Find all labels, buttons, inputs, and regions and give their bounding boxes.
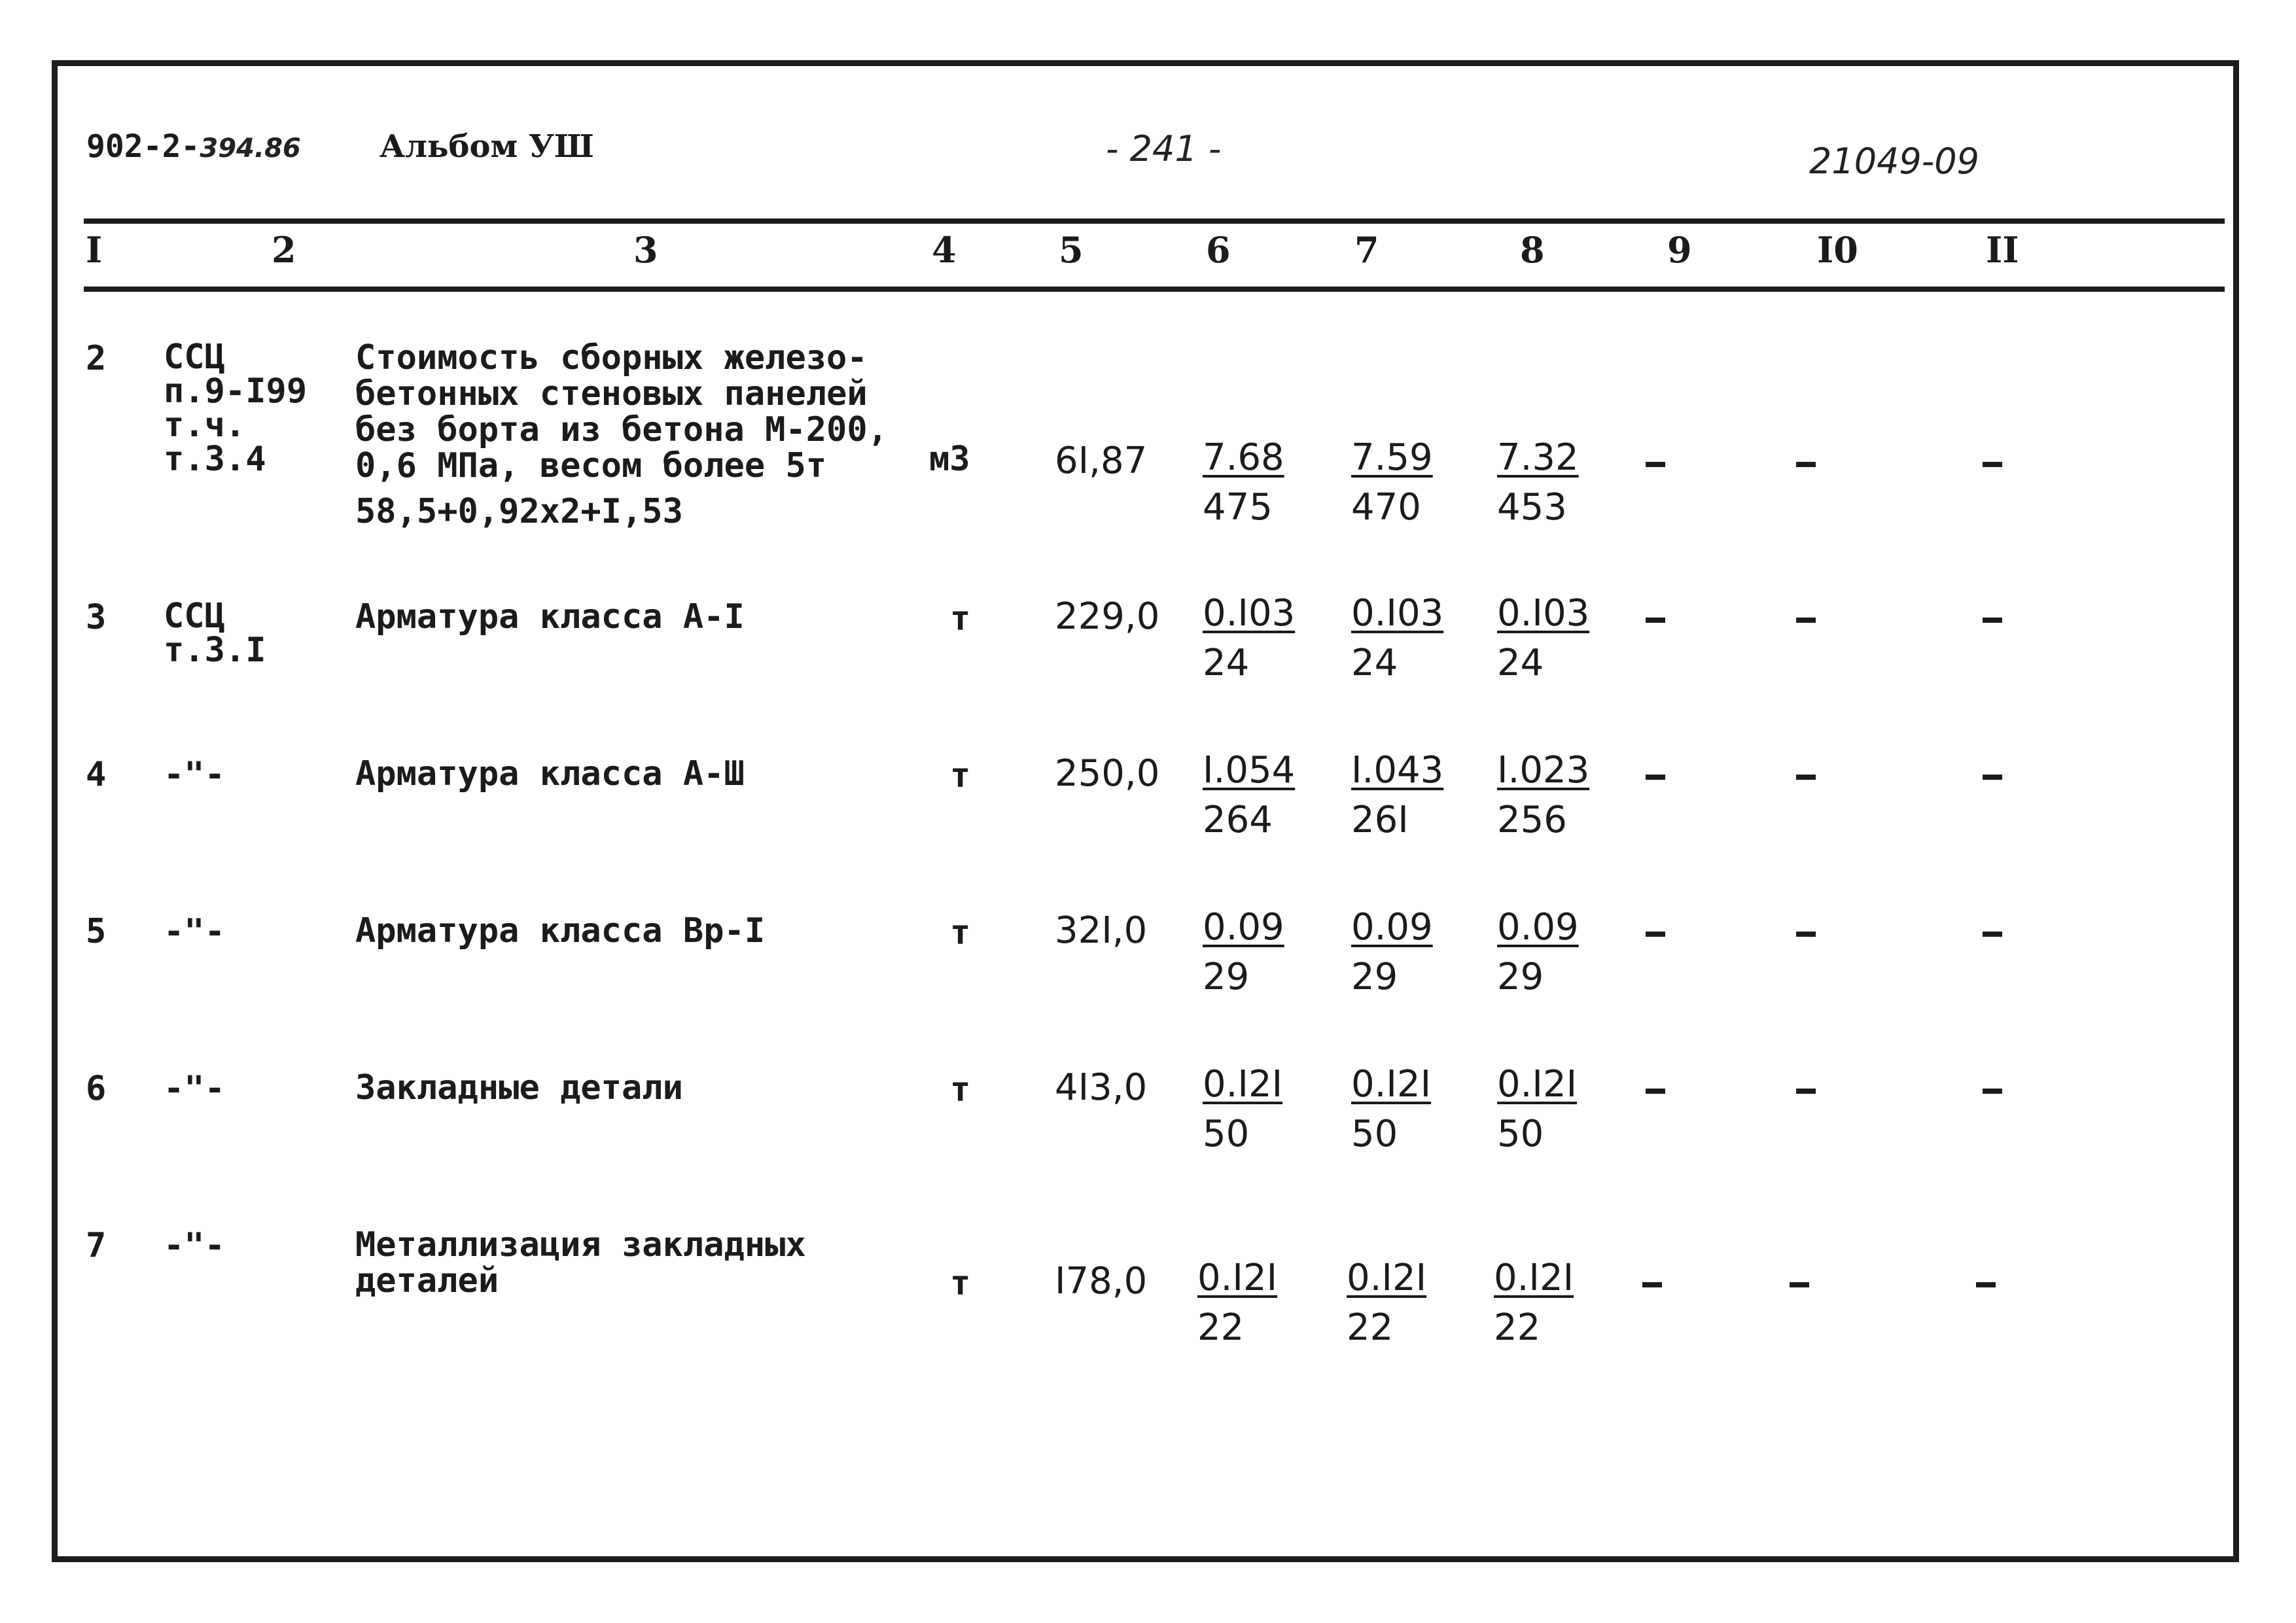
row-3-col8: $\frac{0.I03}{24}$ — [1497, 592, 1590, 684]
row-4-col9-dash — [1646, 775, 1665, 780]
row-3-col9-dash — [1646, 618, 1665, 623]
page-frame — [52, 60, 2239, 1562]
row-2-unit: м3 — [929, 440, 970, 479]
page-number: - 241 - — [1106, 128, 1222, 169]
row-7-col7: $\frac{0.I2I}{22}$ — [1347, 1257, 1427, 1349]
row-6-col7: $\frac{0.I2I}{50}$ — [1351, 1063, 1432, 1155]
row-6-source: -"- — [164, 1069, 225, 1108]
row-2-formula: 58,5+0,92х2+I,53 — [355, 492, 683, 531]
col-header-6: 6 — [1206, 229, 1231, 271]
row-6-num: 6 — [86, 1069, 107, 1108]
col-header-5: 5 — [1059, 229, 1084, 271]
row-6-col6: $\frac{0.I2I}{50}$ — [1203, 1063, 1283, 1155]
row-5-col8: $\frac{0.09}{29}$ — [1497, 906, 1579, 998]
row-2-col8: $\frac{7.32}{453}$ — [1497, 436, 1579, 529]
row-6-col10-dash — [1796, 1089, 1816, 1094]
row-2-num: 2 — [86, 339, 107, 378]
row-2-price: 6I,87 — [1055, 440, 1148, 482]
album-label: Альбом УШ — [380, 128, 594, 165]
row-2-col10-dash — [1796, 462, 1816, 467]
header-rule-bottom — [84, 287, 2225, 292]
row-7-col8: $\frac{0.I2I}{22}$ — [1494, 1257, 1574, 1349]
col-header-9: 9 — [1667, 229, 1692, 271]
row-3-source: ССЦ т.3.I — [164, 597, 266, 670]
col-header-3: 3 — [633, 229, 658, 271]
row-4-unit: т — [950, 756, 971, 795]
doc-code: 902-2-394.86 — [86, 128, 301, 165]
row-3-col10-dash — [1796, 618, 1816, 623]
row-7-description: Металлизация закладных деталей — [355, 1225, 806, 1300]
row-3-description: Арматура класса А-I — [355, 597, 745, 637]
row-2-col9-dash — [1646, 462, 1665, 467]
row-5-source: -"- — [164, 912, 225, 951]
row-4-col8: $\frac{I.023}{256}$ — [1497, 749, 1590, 841]
row-3-col7: $\frac{0.I03}{24}$ — [1351, 592, 1444, 684]
row-4-price: 250,0 — [1055, 752, 1160, 795]
col-header-11: II — [1986, 229, 2019, 271]
row-6-unit: т — [950, 1070, 971, 1109]
row-5-col9-dash — [1646, 932, 1665, 937]
row-6-description: Закладные детали — [355, 1068, 683, 1108]
col-header-10: I0 — [1817, 229, 1858, 271]
row-5-price: 32I,0 — [1055, 909, 1148, 952]
row-5-col6: $\frac{0.09}{29}$ — [1203, 906, 1284, 998]
row-7-unit: т — [950, 1264, 971, 1303]
col-header-8: 8 — [1520, 229, 1545, 271]
col-header-2: 2 — [272, 229, 296, 271]
row-2-description: Стоимость сборных железо- бетонных стеновых панелей без борта из бетона М-200, 0,6 МПа, весом более 5т — [355, 338, 888, 485]
row-5-num: 5 — [86, 912, 107, 951]
header-rule-top — [84, 218, 2225, 224]
row-4-col6: $\frac{I.054}{264}$ — [1203, 749, 1296, 841]
row-5-col10-dash — [1796, 932, 1816, 937]
row-6-col11-dash — [1983, 1089, 2002, 1094]
row-7-col9-dash — [1642, 1282, 1662, 1287]
row-3-price: 229,0 — [1055, 595, 1160, 638]
row-5-col11-dash — [1983, 932, 2002, 937]
row-5-description: Арматура класса Вр-I — [355, 911, 766, 951]
row-2-source: ССЦ п.9-I99 т.ч. т.3.4 — [164, 338, 308, 479]
row-4-col7: $\frac{I.043}{26I}$ — [1351, 749, 1444, 841]
row-7-col6: $\frac{0.I2I}{22}$ — [1197, 1257, 1278, 1349]
row-4-num: 4 — [86, 755, 107, 794]
row-7-price: I78,0 — [1055, 1260, 1148, 1302]
row-6-col8: $\frac{0.I2I}{50}$ — [1497, 1063, 1578, 1155]
row-2-col11-dash — [1983, 462, 2002, 467]
doc-code-handwritten: 394.86 — [200, 133, 301, 164]
row-5-unit: т — [950, 913, 971, 952]
row-2-col6: $\frac{7.68}{475}$ — [1203, 436, 1284, 529]
row-3-unit: т — [950, 599, 971, 638]
col-header-4: 4 — [932, 229, 957, 271]
row-7-num: 7 — [86, 1226, 107, 1265]
row-7-source: -"- — [164, 1226, 225, 1265]
row-4-col11-dash — [1983, 775, 2002, 780]
row-3-col11-dash — [1983, 618, 2002, 623]
row-6-col9-dash — [1646, 1089, 1665, 1094]
row-3-col6: $\frac{0.I03}{24}$ — [1203, 592, 1296, 684]
row-3-num: 3 — [86, 598, 107, 637]
row-7-col11-dash — [1976, 1282, 1996, 1287]
row-5-col7: $\frac{0.09}{29}$ — [1351, 906, 1433, 998]
row-4-source: -"- — [164, 755, 225, 794]
row-4-description: Арматура класса А-Ш — [355, 754, 745, 794]
row-4-col10-dash — [1796, 775, 1816, 780]
col-header-7: 7 — [1354, 229, 1379, 271]
row-6-price: 4I3,0 — [1055, 1066, 1148, 1109]
row-7-col10-dash — [1790, 1282, 1809, 1287]
row-2-col7: $\frac{7.59}{470}$ — [1351, 436, 1433, 529]
col-header-1: I — [86, 229, 103, 271]
sheet-code: 21049-09 — [1809, 141, 1979, 182]
